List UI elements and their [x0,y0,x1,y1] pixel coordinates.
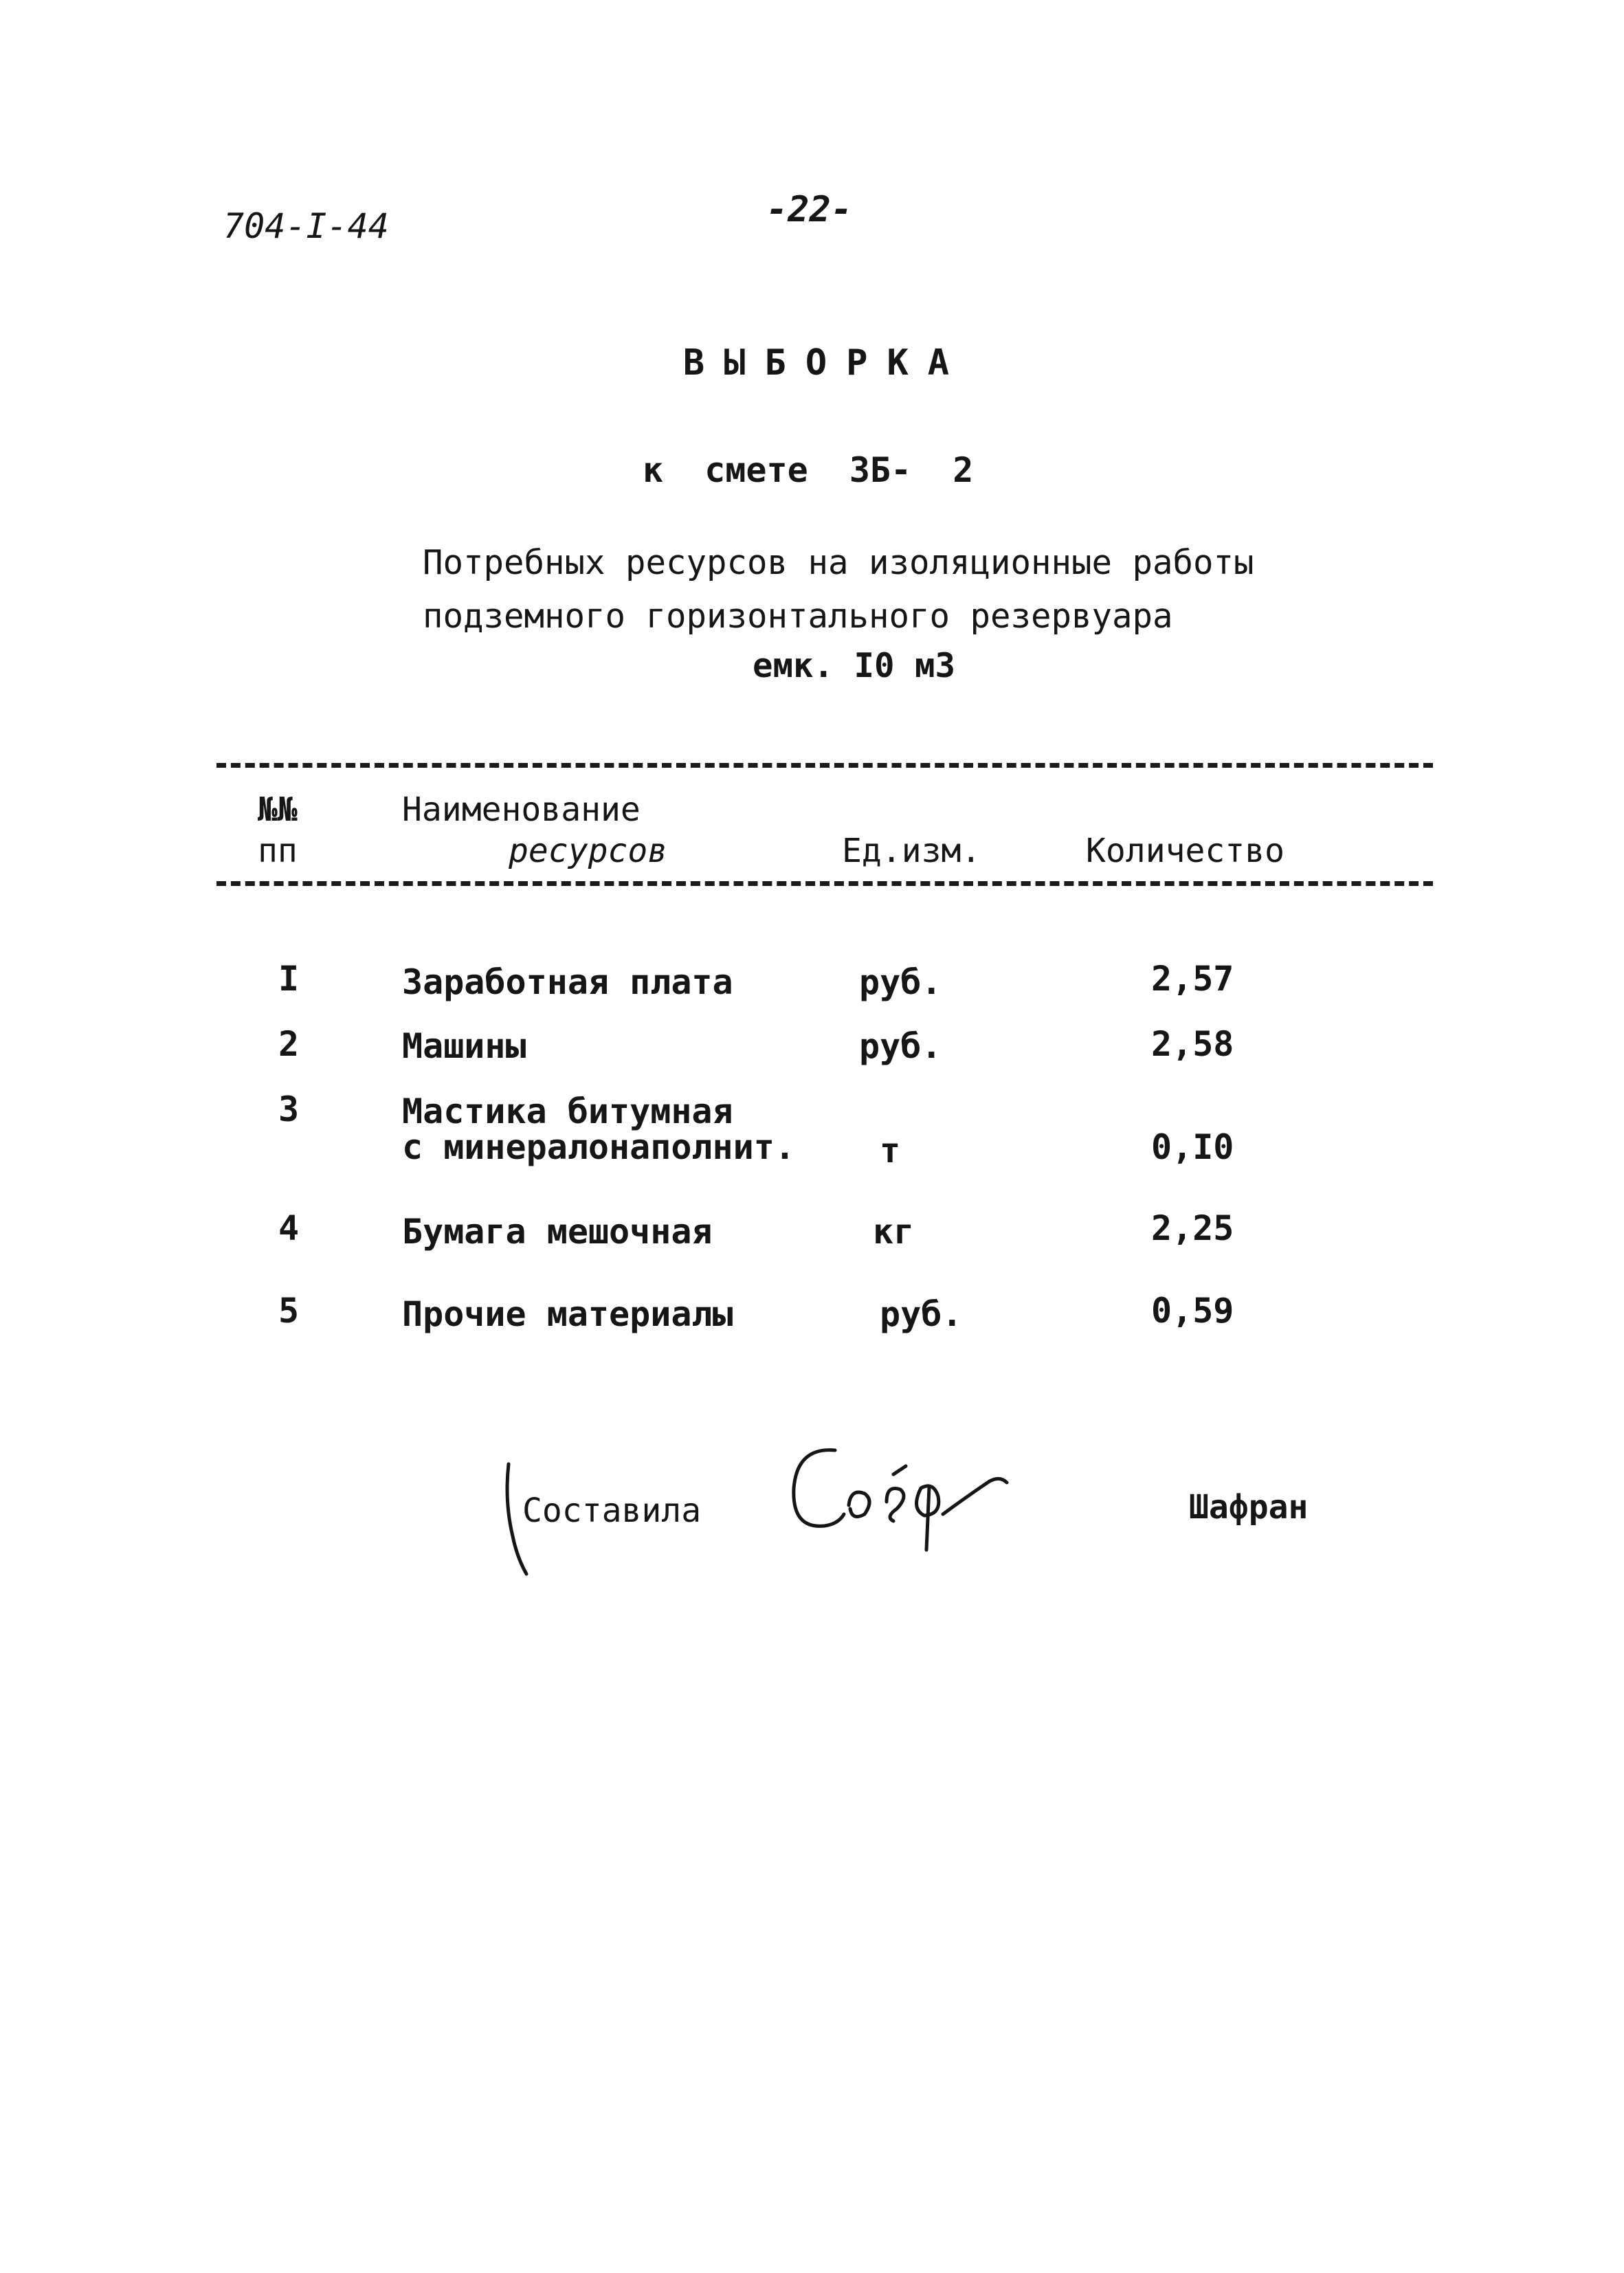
row-3-name-line-1: Мастика битумная [402,1091,733,1131]
header-quantity: Количество [1086,832,1284,870]
row-2-name: Машины [402,1026,526,1066]
description-line-2: подземного горизонтального резервуара [423,597,1173,636]
row-5-name: Прочие материалы [402,1294,733,1334]
row-4-name: Бумага мешочная [402,1212,713,1252]
row-3-unit: т [880,1131,901,1171]
document-title: ВЫБОРКА [682,342,969,384]
row-5-unit: руб. [880,1294,963,1334]
row-4-unit: кг [873,1212,915,1252]
table-header-divider [216,881,1433,886]
row-1-quantity: 2,57 [1151,959,1234,999]
row-2-unit: руб. [859,1026,942,1066]
row-5-number: 5 [278,1291,300,1331]
description-line-1: Потребных ресурсов на изоляционные работы [423,543,1254,582]
row-2-quantity: 2,58 [1151,1024,1234,1064]
row-1-unit: руб. [859,962,942,1002]
row-4-quantity: 2,25 [1151,1208,1234,1248]
table-top-divider [216,763,1433,768]
row-3-number: 3 [278,1089,300,1129]
row-5-quantity: 0,59 [1151,1291,1234,1331]
row-3-quantity: 0,I0 [1151,1127,1234,1167]
row-2-number: 2 [278,1024,300,1064]
row-1-number: I [278,959,300,999]
header-number-line-2: пп [258,832,298,870]
row-3-name-line-2: с минералонаполнит. [402,1127,795,1167]
header-unit: Ед.изм. [842,832,981,870]
row-1-name: Заработная плата [402,962,733,1002]
document-code: 704-I-44 [223,206,389,246]
signature-label: Составила [522,1492,702,1530]
signatory-name: Шафран [1189,1488,1309,1527]
header-number-line-1: №№ [258,790,298,829]
handwritten-signature [783,1433,1017,1557]
document-subtitle: к смете ЗБ- 2 [643,450,974,490]
header-name-line-1: Наименование [402,790,641,829]
header-name-line-2: ресурсов [509,832,668,870]
page-number: -22- [766,189,853,230]
row-4-number: 4 [278,1208,300,1248]
description-line-3: емк. I0 м3 [753,646,956,685]
